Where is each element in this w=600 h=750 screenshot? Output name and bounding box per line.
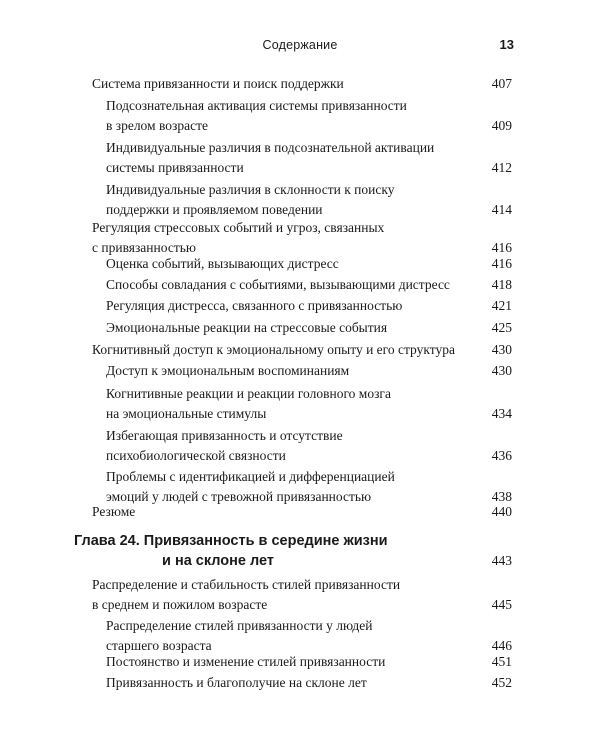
toc-entry[interactable] [106,616,512,656]
toc-entry-title-line2: поддержки и проявляемом поведении [106,202,323,217]
toc-entry[interactable] [106,652,512,672]
toc-entry[interactable] [106,426,512,466]
toc-entry-page: 407 [491,76,512,91]
toc-entry-title-line2: в среднем и пожилом возрасте [92,597,268,612]
toc-entry-title-line1: Когнитивные реакции и реакции головного мозга [106,386,391,401]
toc-entry-title: Система привязанности и поиск поддержки [92,76,344,91]
toc-entry[interactable] [106,318,512,338]
toc-entry-title-line2: в зрелом возрасте [106,118,208,133]
toc-entry-title-line2: эмоций у людей с тревожной привязанностью [106,489,372,504]
toc-entry-page: 436 [491,448,512,463]
chapter-title-line2: и на склоне лет [162,553,275,569]
toc-entry-page: 425 [491,320,512,335]
toc-entry[interactable] [106,296,512,316]
toc-entry-title-line1: Регуляция стрессовых событий и угроз, связанных [92,220,385,235]
toc-entry-page: 418 [491,277,512,292]
toc-entry-page: 409 [491,118,512,133]
toc-entry-page: 412 [491,160,512,175]
toc-entry-page: 440 [491,504,512,519]
toc-entry[interactable] [92,218,512,258]
toc-entry[interactable] [106,254,512,274]
toc-entry-title-line2: психобиологической связности [106,448,286,463]
page-header [0,38,600,58]
toc-entry-title-line2: на эмоциональные стимулы [106,406,267,421]
toc-entry-page: 430 [491,363,512,378]
toc-entry-page: 421 [491,298,512,313]
toc-entry-title-line1: Проблемы с идентификацией и дифференциацией [106,469,395,484]
page-number: 13 [499,37,514,52]
toc-entry[interactable] [92,340,512,360]
toc-entry-title: Оценка событий, вызывающих дистресс [106,256,339,271]
toc-chapter-heading[interactable] [74,531,512,571]
toc-entry-page: 445 [491,597,512,612]
toc-entry-title-line2: системы привязанности [106,160,244,175]
toc-entry[interactable] [106,275,512,295]
toc-entry-title-line2: с привязанностью [92,240,196,255]
toc-entry-title-line1: Избегающая привязанность и отсутствие [106,428,343,443]
toc-entry[interactable] [92,502,512,522]
toc-entry[interactable] [92,74,512,94]
running-head: Содержание [262,38,338,52]
toc-entry-page: 414 [491,202,512,217]
toc-entry[interactable] [106,180,512,220]
toc-entry[interactable] [92,575,512,615]
toc-entry[interactable] [106,467,512,507]
toc-entry-title-line2: старшего возраста [106,638,212,653]
toc-entry-title-line1: Распределение и стабильность стилей привязанности [92,577,401,592]
toc-entry-title: Способы совладания с событиями, вызывающими дистресс [106,277,450,292]
toc-entry-page: 452 [491,675,512,690]
toc-entry-page: 438 [491,489,512,504]
toc-entry-title: Эмоциональные реакции на стрессовые события [106,320,388,335]
toc-entry-title-line1: Индивидуальные различия в подсознательной активации [106,140,435,155]
toc-entry[interactable] [106,138,512,178]
toc-entry-title-line1: Распределение стилей привязанности у людей [106,618,373,633]
toc-entry-page: 443 [491,553,512,568]
toc-entry[interactable] [106,361,512,381]
toc-entry-page: 434 [491,406,512,421]
toc-entry-title: Резюме [92,504,136,519]
chapter-title-line1: Глава 24. Привязанность в середине жизни [74,533,388,549]
toc-entry-page: 451 [491,654,512,669]
toc-entry-page: 430 [491,342,512,357]
toc-entry-title-line1: Индивидуальные различия в склонности к поиску [106,182,395,197]
toc-entry[interactable] [106,673,512,693]
toc-entry-title: Доступ к эмоциональным воспоминаниям [106,363,350,378]
toc-entry-title: Регуляция дистресса, связанного с привязанностью [106,298,403,313]
toc-entry-title: Привязанность и благополучие на склоне лет [106,675,367,690]
toc-entry-page: 446 [491,638,512,653]
toc-entry-title: Постоянство и изменение стилей привязанности [106,654,386,669]
toc-entry-title-line1: Подсознательная активация системы привязанности [106,98,407,113]
toc-entry-page: 416 [491,240,512,255]
toc-entry[interactable] [106,96,512,136]
toc-entry-page: 416 [491,256,512,271]
toc-entry[interactable] [106,384,512,424]
toc-entry-title: Когнитивный доступ к эмоциональному опыту и его структура [92,342,455,357]
